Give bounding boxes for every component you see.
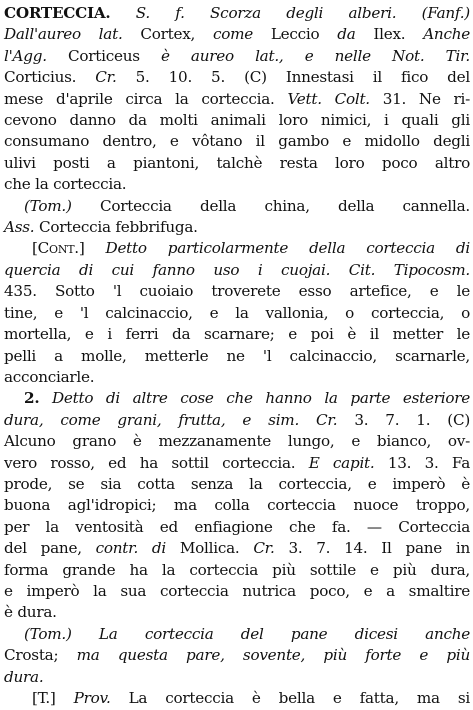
text-line [4, 88, 470, 111]
text-segment: mortella, e i ferri da scarnare; e poi è il metter le [4, 325, 470, 344]
text-line [4, 109, 470, 132]
text-segment [85, 239, 106, 257]
text-line [4, 452, 470, 475]
text-segment: S. f. Scorza degli alberi. [135, 4, 397, 22]
text-segment: ulivi posti a piantoni, talchè resta loro poco altro [4, 153, 470, 172]
text-segment: Vett. Colt. [287, 89, 370, 108]
text-segment: che la corteccia. [4, 175, 127, 194]
text-segment: vero rosso, ed ha sottil corteccia. [4, 453, 309, 472]
text-line [4, 366, 470, 389]
text-segment: (Fanf.) [396, 4, 470, 22]
text-segment: del pane, [4, 539, 96, 558]
text-segment: CORTECCIA. [4, 4, 111, 22]
text-segment: buona agl'idropici; ma colla corteccia nuoce troppo, [4, 496, 470, 515]
text-segment: Corticius. [4, 68, 96, 87]
text-line [4, 516, 470, 539]
text-segment: (Tom.) La corteccia del pane dicesi anche [24, 624, 470, 643]
text-line [4, 644, 470, 667]
text-segment: prode, se sia cotta senza la corteccia, e imperò è [4, 474, 470, 493]
text-segment: [Cont.] [32, 239, 85, 258]
text-segment: Corticeus [46, 46, 161, 65]
text-line [4, 666, 470, 689]
text-line [4, 601, 470, 624]
text-segment: Ilex. [355, 25, 424, 44]
text-segment: 13. 3. Fa [374, 453, 470, 472]
text-line [4, 345, 470, 368]
text-segment: l'Agg. [4, 46, 47, 65]
text-segment: acconciarle. [4, 367, 95, 386]
text-segment: tine, e 'l calcinaccio, e la vallonia, o corteccia, o [4, 303, 470, 322]
text-segment: dura, come grani, frutta, e sim. Cr. [4, 410, 338, 429]
text-segment: Cr. [95, 68, 117, 87]
text-line [4, 259, 470, 282]
text-segment [284, 47, 305, 65]
subentry-line [24, 623, 470, 646]
text-line [4, 494, 470, 517]
text-segment: per la ventosità ed enfiagione che fa. — Corteccia [4, 517, 470, 536]
text-segment: come [212, 25, 254, 44]
text-line [4, 302, 470, 325]
text-segment: Anche [423, 25, 470, 44]
text-line [4, 216, 470, 239]
text-segment [110, 4, 135, 22]
text-line [4, 152, 470, 175]
text-segment: ma questa pare, sovente, più forte e più [76, 646, 470, 665]
text-segment: Prov. [73, 689, 111, 707]
text-segment: (Tom.) [24, 196, 72, 215]
text-segment: [T.] [32, 689, 56, 707]
text-line [4, 430, 470, 453]
text-segment: E capit. [308, 453, 375, 472]
text-line [4, 409, 470, 432]
text-segment: Alcuno grano è mezzanamente lungo, e bianco, ov- [4, 432, 470, 451]
dictionary-page [4, 2, 470, 707]
sense-2-line [24, 387, 470, 410]
text-segment: Crosta; [4, 646, 77, 665]
text-segment: pelli a molle, metterle ne 'l calcinaccio, scarnarle, [4, 346, 470, 365]
text-line [4, 130, 470, 153]
text-segment: mese d'aprile circa la corteccia. [4, 89, 288, 108]
subentry-line [32, 237, 470, 260]
entry-headword-line [4, 2, 470, 25]
text-segment: e imperò la sua corteccia nutrica poco, e a smaltire [4, 581, 470, 600]
text-segment: Leccio [253, 25, 338, 44]
text-segment: è aureo lat., [160, 46, 284, 65]
text-line [4, 45, 470, 68]
text-segment: Dall'aureo lat. [4, 25, 123, 44]
text-segment: forma grande ha la corteccia più sottile e più dura, [4, 560, 470, 579]
text-segment: contr. di [95, 539, 166, 558]
text-segment: 2. [24, 389, 40, 408]
text-segment: dura. [4, 667, 44, 686]
text-segment: 31. Ne ri- [369, 89, 470, 108]
text-segment: consumano dentro, e vôtano il gambo e midollo degli [4, 132, 470, 151]
text-segment: quercia di cui fanno uso i cuojai. Cit. Tipocosm. [4, 260, 470, 279]
text-line [4, 473, 470, 496]
text-segment: Detto particolarmente della corteccia di [105, 239, 471, 258]
text-segment: Corteccia della china, della cannella. [71, 196, 470, 215]
text-segment: 3. 7. 1. (C) [337, 410, 470, 429]
text-segment: 435. Sotto 'l cuoiaio troverete esso artefice, e le [4, 282, 470, 301]
text-segment: e nelle Not. Tir. [304, 46, 471, 65]
text-segment: Corteccia febbrifuga. [34, 218, 198, 237]
text-segment: cevono danno da molti animali loro nimici, i quali gli [4, 111, 470, 130]
text-segment: è dura. [4, 603, 57, 622]
text-segment: La corteccia è bella e fatta, ma si [110, 689, 471, 707]
text-line [4, 580, 470, 603]
text-line [4, 66, 470, 89]
text-segment [39, 389, 52, 407]
text-line [4, 280, 470, 303]
text-line [4, 23, 470, 46]
text-segment: da [337, 25, 356, 44]
subentry-line [24, 195, 470, 218]
text-segment: Ass. [4, 218, 35, 237]
text-line [4, 323, 470, 346]
text-line [4, 173, 470, 196]
proverb-line [32, 687, 470, 710]
text-segment: 3. 7. 14. Il pane in [274, 539, 471, 558]
text-line [4, 537, 470, 560]
text-segment: Cortex, [122, 25, 213, 44]
text-segment: Detto di altre cose che hanno la parte esteriore [51, 389, 470, 408]
text-segment: Cr. [253, 539, 275, 558]
text-segment: 5. 10. 5. (C) Innestasi il fico del [116, 68, 470, 87]
text-segment [56, 689, 74, 707]
text-segment: Mollica. [165, 539, 254, 558]
text-line [4, 559, 470, 582]
